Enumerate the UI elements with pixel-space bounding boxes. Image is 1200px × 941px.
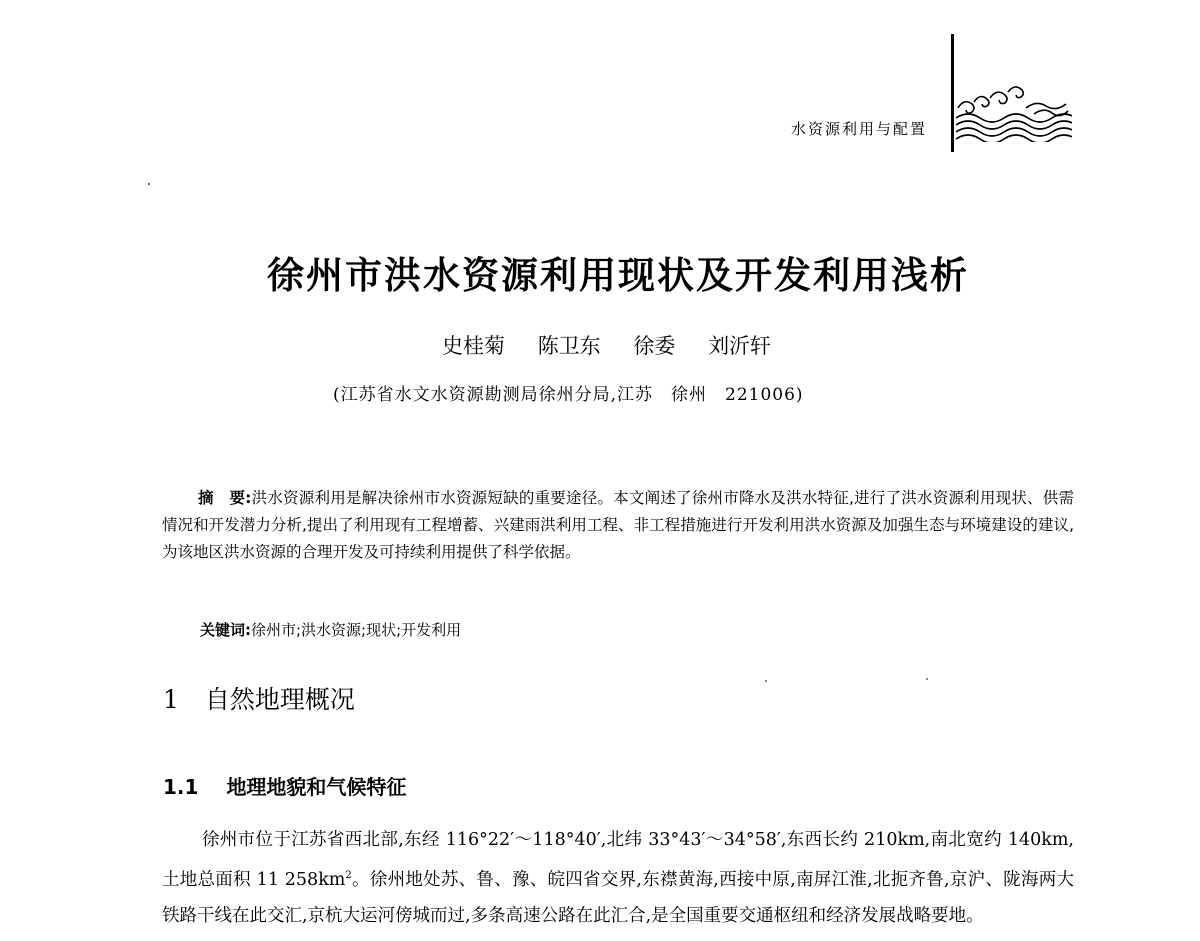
journal-section-header: 水资源利用与配置 <box>791 120 928 138</box>
section-heading <box>163 680 355 716</box>
body-paragraph <box>162 822 1074 934</box>
keywords-text: 徐州市;洪水资源;现状;开发利用 <box>251 621 462 639</box>
body-text-part: 徐州市位于江苏省西北部,东经 116°22′～118°40′,北纬 33°43′～34°58′,东西长约 210km,南北宽约 140km,土地总面积 11 258km <box>162 830 1074 890</box>
author-list <box>442 330 771 360</box>
keywords-label: 关键词: <box>200 621 251 639</box>
author-affiliation: (江苏省水文水资源勘测局徐州分局,江苏 徐州 221006) <box>333 385 804 405</box>
author-name: 史桂菊 <box>442 334 505 358</box>
superscript: 2 <box>345 870 352 881</box>
section-title: 自然地理概况 <box>204 685 355 714</box>
subsection-heading <box>163 771 406 800</box>
scan-speck <box>765 680 767 682</box>
author-name: 刘沂轩 <box>708 334 772 358</box>
keywords <box>200 619 461 640</box>
scan-speck <box>148 183 150 185</box>
subsection-number: 1.1 <box>163 775 199 799</box>
abstract-text: 洪水资源利用是解决徐州市水资源短缺的重要途径。本文阐述了徐州市降水及洪水特征,进行了洪水资源利用现状、供需情况和开发潜力分析,提出了利用现有工程增蓄、兴建雨洪利用工程、非工程措施进行开发利用洪水资源及加强生态与环境建设的建议,为该地区洪水资源的合理开发及可持续利用提供了科学依据。 <box>162 489 1075 561</box>
subsection-title: 地理地貌和气候特征 <box>226 775 407 799</box>
author-name: 徐委 <box>633 334 676 358</box>
scan-speck <box>926 678 928 680</box>
abstract-label: 摘 要: <box>198 489 252 507</box>
wave-logo-icon <box>954 78 1072 142</box>
abstract <box>162 485 1074 566</box>
body-text-part: 。徐州地处苏、鲁、豫、皖四省交界,东襟黄海,西接中原,南屏江淮,北扼齐鲁,京沪、陇海两大铁路干线在此交汇,京杭大运河傍城而过,多条高速公路在此汇合,是全国重要交通枢纽和经济发展战略要地。 <box>162 869 1074 926</box>
section-number: 1 <box>163 685 179 714</box>
paper-title: 徐州市洪水资源利用现状及开发利用浅析 <box>267 253 969 297</box>
author-name: 陈卫东 <box>537 334 601 358</box>
